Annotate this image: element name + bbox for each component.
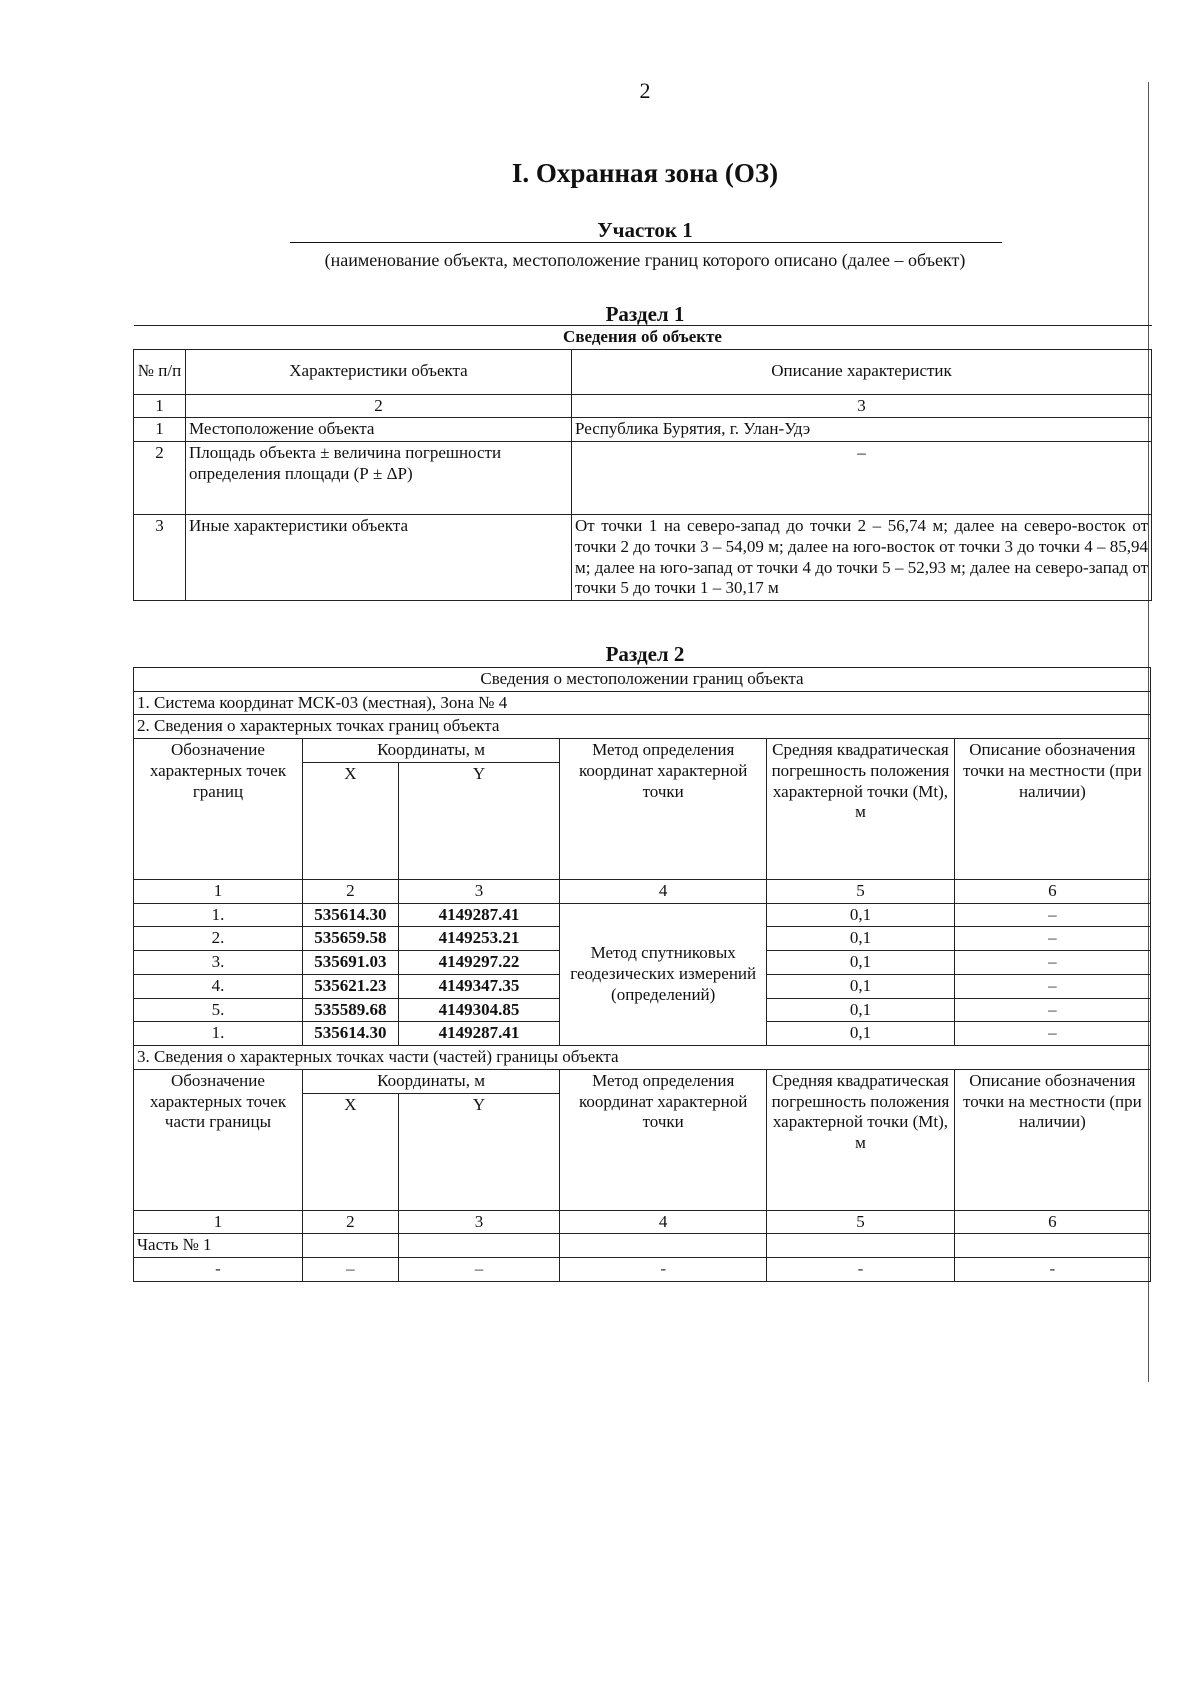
point-y: 4149347.35 bbox=[398, 974, 559, 998]
point-y: 4149287.41 bbox=[398, 1022, 559, 1046]
part-cell: – bbox=[302, 1258, 398, 1282]
row-number: 2 bbox=[134, 442, 186, 515]
col-number: 2 bbox=[302, 879, 398, 903]
point-number: 3. bbox=[134, 951, 303, 975]
point-x: 535621.23 bbox=[302, 974, 398, 998]
point-y: 4149297.22 bbox=[398, 951, 559, 975]
point-mt: 0,1 bbox=[767, 974, 954, 998]
col-number: 1 bbox=[134, 879, 303, 903]
col-number: 5 bbox=[767, 1210, 954, 1234]
point-mt: 0,1 bbox=[767, 1022, 954, 1046]
point-y: 4149253.21 bbox=[398, 927, 559, 951]
point-x: 535589.68 bbox=[302, 998, 398, 1022]
point-x: 535691.03 bbox=[302, 951, 398, 975]
row-desc: – bbox=[572, 442, 1152, 515]
point-number: 4. bbox=[134, 974, 303, 998]
part-empty-cell bbox=[954, 1234, 1150, 1258]
header-part-method: Метод определения координат характерной точки bbox=[560, 1069, 767, 1210]
point-y: 4149304.85 bbox=[398, 998, 559, 1022]
coord-system: 1. Система координат МСК-03 (местная), Зона № 4 bbox=[134, 691, 1151, 715]
section2-caption: Сведения о местоположении границ объекта bbox=[134, 668, 1151, 692]
col-number: 2 bbox=[302, 1210, 398, 1234]
point-x: 535614.30 bbox=[302, 1022, 398, 1046]
header-part-coords: Координаты, м bbox=[302, 1069, 559, 1093]
point-number: 1. bbox=[134, 1022, 303, 1046]
col-number: 1 bbox=[134, 1210, 303, 1234]
table-row bbox=[134, 442, 1152, 515]
col-number: 1 bbox=[134, 394, 186, 418]
point-mt: 0,1 bbox=[767, 903, 954, 927]
section2-heading: Раздел 2 bbox=[605, 642, 685, 666]
part-empty-cell bbox=[560, 1234, 767, 1258]
point-y: 4149287.41 bbox=[398, 903, 559, 927]
part-cell: - bbox=[767, 1258, 954, 1282]
part-cell: - bbox=[560, 1258, 767, 1282]
col-number: 3 bbox=[398, 879, 559, 903]
point-x: 535659.58 bbox=[302, 927, 398, 951]
point-x: 535614.30 bbox=[302, 903, 398, 927]
table-row bbox=[134, 903, 1151, 927]
col-number: 2 bbox=[186, 394, 572, 418]
table-row bbox=[134, 418, 1152, 442]
part-empty-cell bbox=[302, 1234, 398, 1258]
points-title: 2. Сведения о характерных точках границ объекта bbox=[134, 715, 1151, 739]
row-name: Площадь объекта ± величина погрешности определения площади (Р ± ΔР) bbox=[186, 442, 572, 515]
row-name: Местоположение объекта bbox=[186, 418, 572, 442]
point-desc: – bbox=[954, 998, 1150, 1022]
point-desc: – bbox=[954, 1022, 1150, 1046]
header-coords: Координаты, м bbox=[302, 739, 559, 763]
part-label: Часть № 1 bbox=[134, 1234, 303, 1258]
row-desc: От точки 1 на северо-запад до точки 2 – 56,74 м; далее на северо-восток от точки 2 до точки 3 – 54,09 м; далее на юго-восток от точки 3 до точки 4 – 85,94 м; далее на юго-запад от точки 4 до точки 5 – 52,93 м; далее на северо-запад от точки 5 до точки 1 – 30,17 м bbox=[572, 515, 1152, 601]
col-number: 5 bbox=[767, 879, 954, 903]
row-number: 1 bbox=[134, 418, 186, 442]
method-value: Метод спутниковых геодезических измерений (определений) bbox=[560, 903, 767, 1045]
point-mt: 0,1 bbox=[767, 927, 954, 951]
header-part-y: Y bbox=[398, 1093, 559, 1210]
header-description: Описание характеристик bbox=[572, 349, 1152, 394]
table-row bbox=[134, 515, 1152, 601]
col-number: 4 bbox=[560, 879, 767, 903]
uchastok-underline bbox=[290, 242, 1002, 243]
point-mt: 0,1 bbox=[767, 998, 954, 1022]
uchastok-title: Участок 1 bbox=[597, 218, 693, 242]
header-method: Метод определения координат характерной точки bbox=[560, 739, 767, 880]
part-cell: – bbox=[398, 1258, 559, 1282]
col-number: 6 bbox=[954, 1210, 1150, 1234]
parts-title: 3. Сведения о характерных точках части (частей) границы объекта bbox=[134, 1046, 1151, 1070]
point-desc: – bbox=[954, 974, 1150, 998]
point-mt: 0,1 bbox=[767, 951, 954, 975]
uchastok-note: (наименование объекта, местоположение границ которого описано (далее – объект) bbox=[324, 250, 966, 270]
row-number: 3 bbox=[134, 515, 186, 601]
header-part-x: X bbox=[302, 1093, 398, 1210]
col-number: 3 bbox=[398, 1210, 559, 1234]
point-desc: – bbox=[954, 927, 1150, 951]
header-number: № п/п bbox=[134, 349, 186, 394]
page-number: 2 bbox=[639, 78, 651, 103]
point-desc: – bbox=[954, 903, 1150, 927]
header-error: Средняя квадратическая погрешность положения характерной точки (Mt), м bbox=[767, 739, 954, 880]
header-part-point: Обозначение характерных точек части границы bbox=[134, 1069, 303, 1210]
part-empty-cell bbox=[767, 1234, 954, 1258]
point-desc: – bbox=[954, 951, 1150, 975]
section1-table bbox=[133, 325, 1152, 601]
section1-caption: Сведения об объекте bbox=[134, 326, 1152, 350]
point-number: 5. bbox=[134, 998, 303, 1022]
header-x: X bbox=[302, 762, 398, 879]
part-cell: - bbox=[134, 1258, 303, 1282]
header-characteristics: Характеристики объекта bbox=[186, 349, 572, 394]
header-part-description: Описание обозначения точки на местности (при наличии) bbox=[954, 1069, 1150, 1210]
point-number: 2. bbox=[134, 927, 303, 951]
header-point: Обозначение характерных точек границ bbox=[134, 739, 303, 880]
part-empty-cell bbox=[398, 1234, 559, 1258]
part-cell: - bbox=[954, 1258, 1150, 1282]
header-part-error: Средняя квадратическая погрешность положения характерной точки (Mt), м bbox=[767, 1069, 954, 1210]
header-point-description: Описание обозначения точки на местности (при наличии) bbox=[954, 739, 1150, 880]
point-number: 1. bbox=[134, 903, 303, 927]
page-title: I. Охранная зона (ОЗ) bbox=[511, 158, 779, 188]
section1-heading: Раздел 1 bbox=[605, 302, 685, 326]
col-number: 6 bbox=[954, 879, 1150, 903]
row-name: Иные характеристики объекта bbox=[186, 515, 572, 601]
row-desc: Республика Бурятия, г. Улан-Удэ bbox=[572, 418, 1152, 442]
col-number: 4 bbox=[560, 1210, 767, 1234]
col-number: 3 bbox=[572, 394, 1152, 418]
section2-table bbox=[133, 667, 1151, 1282]
header-y: Y bbox=[398, 762, 559, 879]
table-row bbox=[134, 1258, 1151, 1282]
